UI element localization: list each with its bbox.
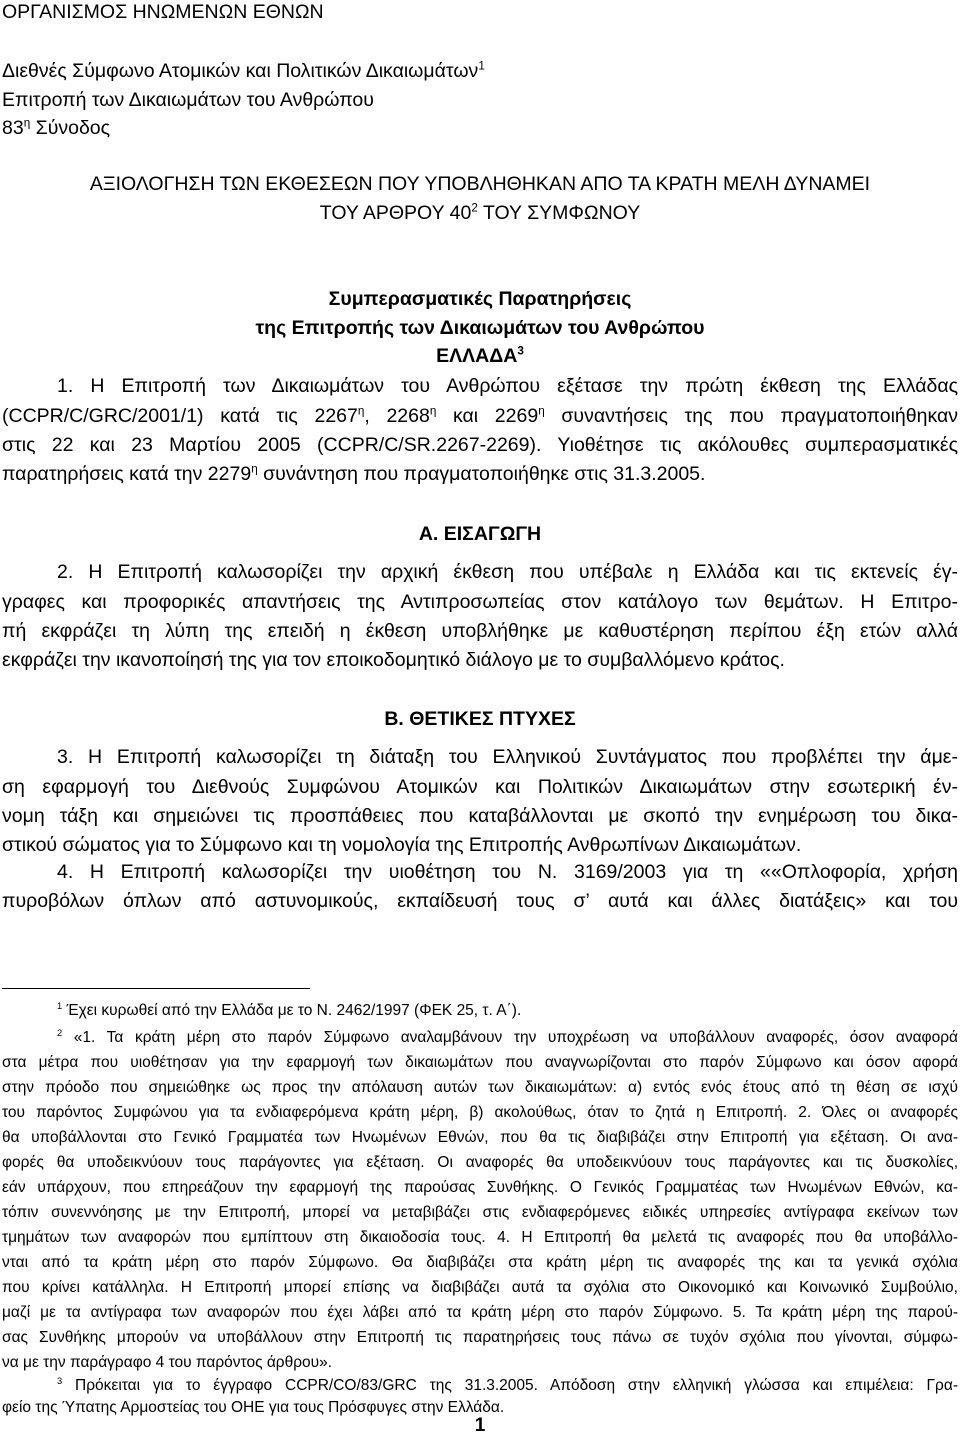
footnote-2-line-1 xyxy=(57,1028,958,1048)
p1-l2-a: (CCPR/C/GRC/2001/1) κατά τις 2267 xyxy=(2,405,358,427)
footnote-separator xyxy=(2,988,310,989)
country-heading xyxy=(0,344,960,368)
footnote-2-line-9: τμημάτων των αναφορών που εμπίπτουν στη δικαιοδοσία τους. 4. Η Επιτροπή θα μελετά τις αναφορές που θα υποβάλλο- xyxy=(2,1229,958,1246)
footnote-2-line-4: του παρόντος Συμφώνου για τα ενδιαφερόμενα κράτη μέρη, β) ακολούθως, όταν το ζητά η Επιτροπή. 2. Όλες οι αναφορές xyxy=(2,1104,958,1121)
paragraph-2-line-3: πή εκφράζει τη λύπη της επειδή η έκθεση υποβλήθηκε με καθυστέρηση περίπου έξη ετών αλλά xyxy=(2,620,958,642)
footnote-ref-2: 2 xyxy=(471,201,478,215)
footnote-1-number: 1 xyxy=(57,1000,63,1011)
covenant-text: Διεθνές Σύμφωνο Ατομικών και Πολιτικών Δικαιωμάτων xyxy=(2,60,479,82)
title-line-2-a: ΤΟΥ ΑΡΘΡΟΥ 40 xyxy=(319,202,472,224)
section-b-heading: Β. ΘΕΤΙΚΕΣ ΠΤΥΧΕΣ xyxy=(384,708,576,730)
paragraph-1-line-2 xyxy=(2,404,958,428)
p1-ordinal-3: η xyxy=(538,404,545,418)
footnote-3-line-1 xyxy=(57,1376,958,1396)
organization-heading: ΟΡΓΑΝΙΣΜΟΣ ΗΝΩΜΕΝΩΝ ΕΘΝΩΝ xyxy=(2,1,324,23)
paragraph-3-line-1: 3. Η Επιτροπή καλωσορίζει τη διάταξη του Ελληνικού Συντάγματος που προβλέπει την άμε- xyxy=(57,746,958,768)
p1-l2-b: , 2268 xyxy=(364,405,430,427)
title-line-2 xyxy=(0,201,960,225)
subtitle-line-2: της Επιτροπής των Δικαιωμάτων του Ανθρώπου xyxy=(255,317,705,339)
p1-l4-b: συνάντηση που πραγματοποιήθηκε στις 31.3.2005. xyxy=(257,463,706,485)
footnote-1 xyxy=(57,1001,521,1021)
footnote-2-line-11: που κρίνει κατάλληλα. Η Επιτροπή μπορεί επίσης να διαβιβάζει αυτά τα σχόλια στο Οικονομικό και Κοινωνικό Συμβούλιο, xyxy=(2,1279,958,1296)
session-line xyxy=(2,116,110,140)
paragraph-1-line-1: 1. Η Επιτροπή των Δικαιωμάτων του Ανθρώπου εξέτασε την πρώτη έκθεση της Ελλάδας xyxy=(57,375,958,397)
footnote-2-line-10: νται από τα κράτη μέρη στο παρόν Σύμφωνο. Θα διαβιβάζει στα κράτη μέρη τις αναφορές της και τα γενικά σχόλια xyxy=(2,1254,958,1271)
paragraph-3-line-3: νομη τάξη και σημειώνει τις προσπάθειες που καταβάλλονται με σκοπό την ενημέρωση του δικα- xyxy=(2,805,958,827)
footnote-3-line-2: φείο της Ύπατης Αρμοστείας του ΟΗΕ για τους Πρόσφυγες στην Ελλάδα. xyxy=(2,1399,505,1416)
footnote-3-number: 3 xyxy=(57,1375,63,1386)
p1-l4-ordinal: η xyxy=(251,462,258,476)
paragraph-1-line-4 xyxy=(2,462,705,486)
p1-ordinal-2: η xyxy=(429,404,437,418)
footnote-2-line-14: να με την παράγραφο 4 του παρόντος άρθρου». xyxy=(2,1354,333,1371)
paragraph-2-line-2: γραφες και προφορικές απαντήσεις της Αντιπροσωπείας στον κατάλογο των θεμάτων. Η Επιτρο- xyxy=(2,591,958,613)
section-a-heading: Α. ΕΙΣΑΓΩΓΗ xyxy=(418,523,542,545)
footnote-1-text: Έχει κυρωθεί από την Ελλάδα με το Ν. 2462/1997 (ΦΕΚ 25, τ. Α΄). xyxy=(62,1002,522,1019)
footnote-2-text-1: «1. Τα κράτη μέρη στο παρόν Σύμφωνο αναλαμβάνουν την υποχρέωση να υποβάλλουν αναφορές, όσον αναφορά xyxy=(62,1029,958,1046)
paragraph-2-line-4: εκφράζει την ικανοποίησή της για τον εποικοδομητικό διάλογο με το συμβαλλόμενο κράτος. xyxy=(2,649,785,671)
subtitle-line-1: Συμπερασματικές Παρατηρήσεις xyxy=(328,288,632,310)
footnote-2-line-6: φορές θα υποδεικνύουν τους παράγοντες για εξέταση. Οι αναφορές θα υποδεικνύουν τους παράγοντες και τις δυσκολίες, xyxy=(2,1154,958,1171)
footnote-3-text-1: Πρόκειται για το έγγραφο CCPR/CO/83/GRC της 31.3.2005. Απόδοση στην ελληνική γλώσσα και επιμέλεια: Γρα- xyxy=(62,1377,958,1394)
paragraph-4-line-1: 4. Η Επιτροπή καλωσορίζει την υιοθέτηση του Ν. 3169/2003 για τη ««Οπλοφορία, χρήση xyxy=(57,861,958,883)
title-line-1: ΑΞΙΟΛΟΓΗΣΗ ΤΩΝ ΕΚΘΕΣΕΩΝ ΠΟΥ ΥΠΟΒΛΗΘΗΚΑΝ ΑΠΟ ΤΑ ΚΡΑΤΗ ΜΕΛΗ ΔΥΝΑΜΕΙ xyxy=(89,173,871,195)
session-word: Σύνοδος xyxy=(30,117,111,139)
title-line-2-b: ΤΟΥ ΣΥΜΦΩΝΟΥ xyxy=(477,202,641,224)
footnote-2-number: 2 xyxy=(57,1027,63,1038)
footnote-2-line-2: στα μέτρα που υιοθέτησαν για την εφαρμογή των δικαιωμάτων που αναγνωρίζονται στο παρόν Σύμφωνο και όσον αφορά xyxy=(2,1054,958,1071)
footnote-ref-1: 1 xyxy=(478,59,485,73)
footnote-2-line-7: εάν υπάρχουν, που επηρεάζουν την εφαρμογή της παρούσας Συνθήκης. Ο Γενικός Γραμματέας των Ηνωμένων Εθνών, κα- xyxy=(2,1179,958,1196)
footnote-2-line-12: μαζί με τα αντίγραφα των αναφορών που έχει λάβει από τα κράτη μέρη στο παρόν Σύμφωνο. 5. Τα κράτη μέρη της παρού- xyxy=(2,1304,958,1321)
paragraph-1-line-3: στις 22 και 23 Μαρτίου 2005 (CCPR/C/SR.2267-2269). Υιοθέτησε τις ακόλουθες συμπερασματικές xyxy=(2,434,958,456)
p1-l2-d: συναντήσεις της που πραγματοποιήθηκαν xyxy=(544,405,958,427)
session-ordinal: η xyxy=(23,116,31,130)
country-name: ΕΛΛΑΔΑ xyxy=(436,345,518,367)
paragraph-2-line-1: 2. Η Επιτροπή καλωσορίζει την αρχική έκθεση που υπέβαλε η Ελλάδα και τις εκτενείς έγ- xyxy=(57,561,958,583)
paragraph-3-line-4: στικού σώματος για το Σύμφωνο και τη νομολογία της Επιτροπής Ανθρωπίνων Δικαιωμάτων. xyxy=(2,834,802,856)
p1-l2-c: και 2269 xyxy=(436,405,539,427)
footnote-2-line-5: θα υποβάλλονται στο Γενικό Γραμματέα των Ηνωμένων Εθνών, που θα τις διαβιβάζει στην Επιτροπή για εξέταση. Οι ανα- xyxy=(2,1129,958,1146)
footnote-2-line-8: τόπιν συνεννόησης με την Επιτροπή, μπορεί να μεταβιβάζει στις ενδιαφερόμενες ειδικές υπηρεσίες αντίγραφα εκείνων των xyxy=(2,1204,958,1221)
covenant-line xyxy=(2,59,485,83)
p1-l4-a: παρατηρήσεις κατά την 2279 xyxy=(2,463,252,485)
paragraph-4-line-2: πυροβόλων όπλων από αστυνομικούς, εκπαίδευσή τους σ’ αυτά και άλλες διατάξεις» και του xyxy=(2,890,958,912)
committee-line: Επιτροπή των Δικαιωμάτων του Ανθρώπου xyxy=(2,89,374,111)
footnote-2-line-13: σας Συνθήκης μπορούν να υποβάλλουν στην Επιτροπή τις παρατηρήσεις τους πάνω σε τυχόν σχόλια που γίνονται, σύμφω- xyxy=(2,1329,958,1346)
paragraph-3-line-2: ση εφαρμογή του Διεθνούς Συμφώνου Ατομικών και Πολιτικών Δικαιωμάτων στην εσωτερική έν- xyxy=(2,776,958,798)
page-number: 1 xyxy=(474,1415,486,1436)
footnote-ref-3: 3 xyxy=(517,344,524,358)
session-number: 83 xyxy=(2,117,24,139)
p1-ordinal-1: η xyxy=(357,404,365,418)
footnote-2-line-3: στην πρόοδο που σημειώθηκε ως προς την απόλαυση αυτών των δικαιωμάτων: α) εντός ενός έτους από τη θέση σε ισχύ xyxy=(2,1079,958,1096)
